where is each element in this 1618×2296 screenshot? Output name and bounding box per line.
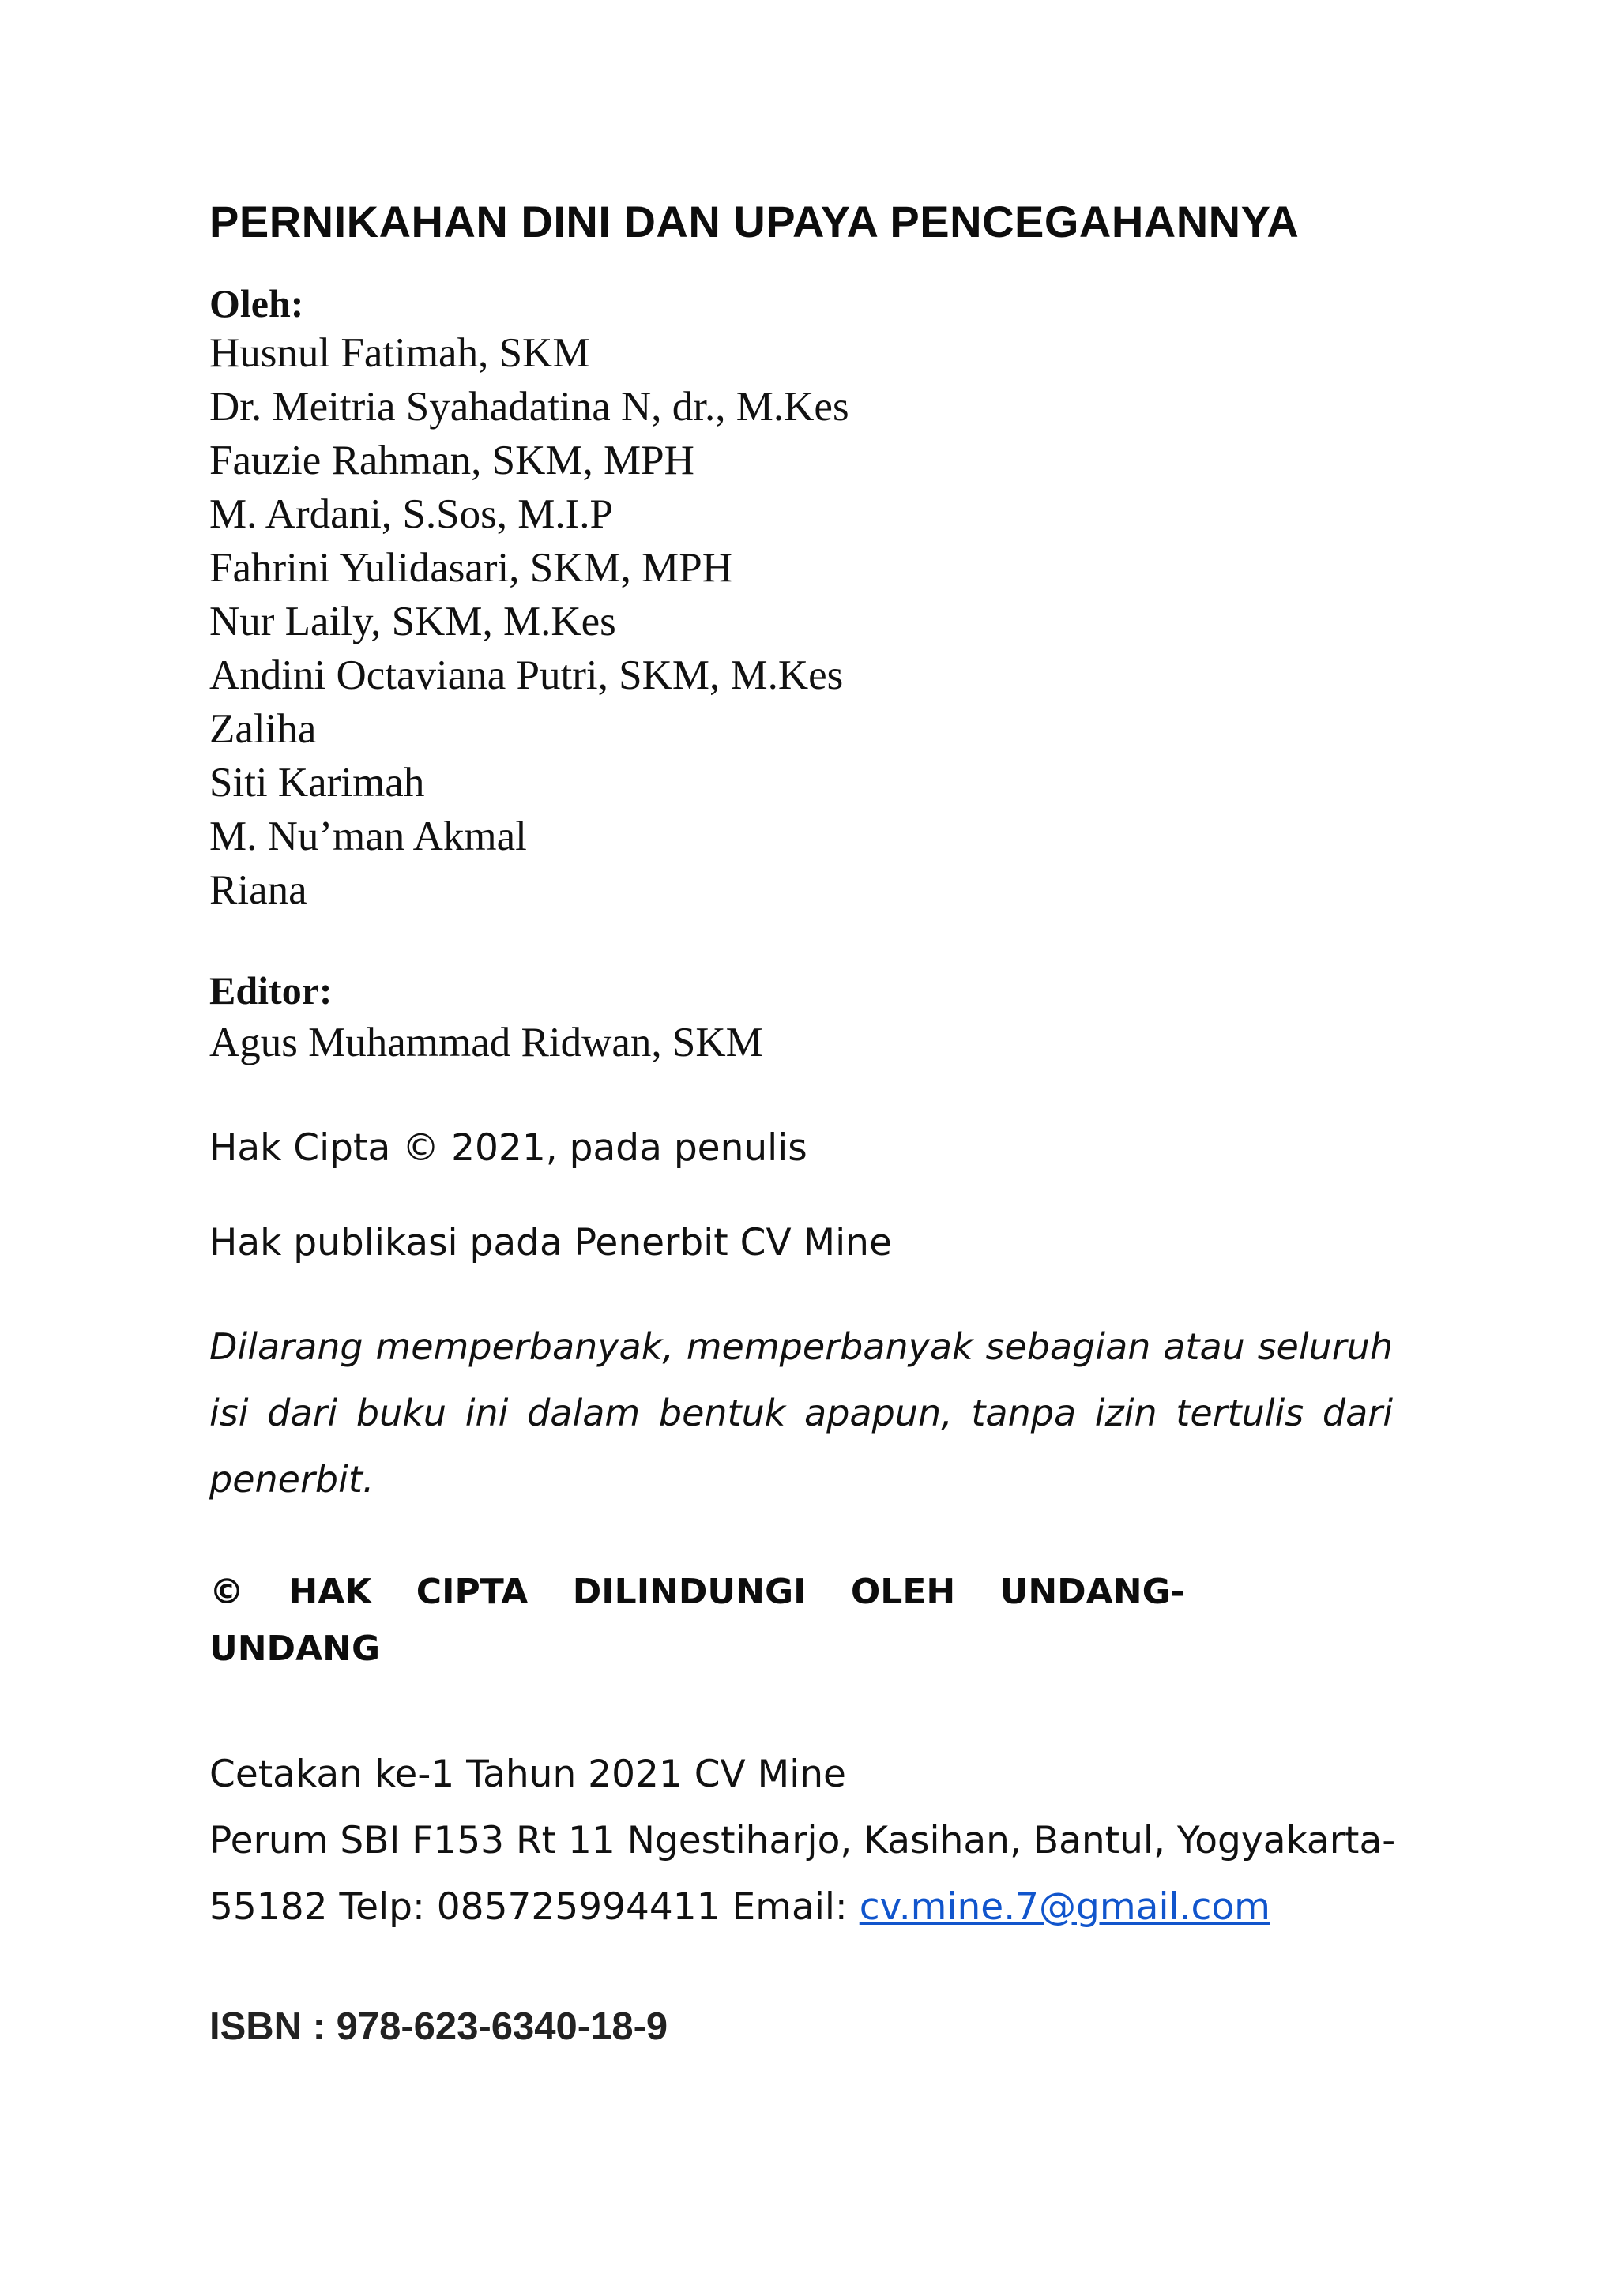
editor-name: Agus Muhammad Ridwan, SKM	[209, 1020, 763, 1065]
isbn-line: ISBN : 978-623-6340-18-9	[209, 2005, 668, 2048]
copyright-protection-heading-line2: UNDANG	[209, 1629, 381, 1669]
author-name: Fauzie Rahman, SKM, MPH	[209, 438, 694, 483]
authors-list	[209, 326, 849, 917]
author-name: Siti Karimah	[209, 760, 425, 806]
email-link[interactable]: cv.mine.7@gmail.com	[859, 1885, 1270, 1929]
authors-label: Oleh:	[209, 281, 304, 325]
author-name: Andini Octaviana Putri, SKM, M.Kes	[209, 652, 844, 698]
printing-line: Cetakan ke-1 Tahun 2021 CV Mine	[209, 1753, 846, 1796]
author-name: Fahrini Yulidasari, SKM, MPH	[209, 545, 733, 591]
copy-warning-paragraph: Dilarang memperbanyak, memperbanyak sebagian atau seluruh isi dari buku ini dalam bentuk apapun, tanpa izin tertulis dari penerbit.	[209, 1325, 1393, 1501]
copyright-symbol: ©	[209, 1572, 244, 1612]
publisher-address-block	[209, 1742, 1395, 1941]
author-name: Zaliha	[209, 706, 317, 752]
heading-word: UNDANG-	[999, 1572, 1185, 1612]
author-name: Nur Laily, SKM, M.Kes	[209, 599, 616, 644]
publication-rights-line: Hak publikasi pada Penerbit CV Mine	[209, 1221, 892, 1264]
address-line: Perum SBI F153 Rt 11 Ngestiharjo, Kasihan, Bantul, Yogyakarta-	[209, 1819, 1396, 1862]
contact-prefix: 55182 Telp: 085725994411 Email:	[209, 1885, 860, 1929]
heading-word: OLEH	[850, 1572, 956, 1612]
book-title: PERNIKAHAN DINI DAN UPAYA PENCEGAHANNYA	[209, 197, 1300, 246]
author-name: M. Ardani, S.Sos, M.I.P	[209, 491, 613, 537]
author-name: Dr. Meitria Syahadatina N, dr., M.Kes	[209, 384, 849, 430]
author-name: Riana	[209, 867, 307, 913]
contact-line	[209, 1874, 1395, 1941]
copyright-protection-heading	[209, 1572, 1185, 1612]
editor-label: Editor:	[209, 968, 333, 1013]
copyright-line: Hak Cipta © 2021, pada penulis	[209, 1126, 807, 1170]
author-name: M. Nu’man Akmal	[209, 814, 527, 859]
heading-word: DILINDUNGI	[572, 1572, 807, 1612]
heading-word: CIPTA	[416, 1572, 529, 1612]
author-name: Husnul Fatimah, SKM	[209, 330, 590, 376]
heading-word: HAK	[288, 1572, 372, 1612]
